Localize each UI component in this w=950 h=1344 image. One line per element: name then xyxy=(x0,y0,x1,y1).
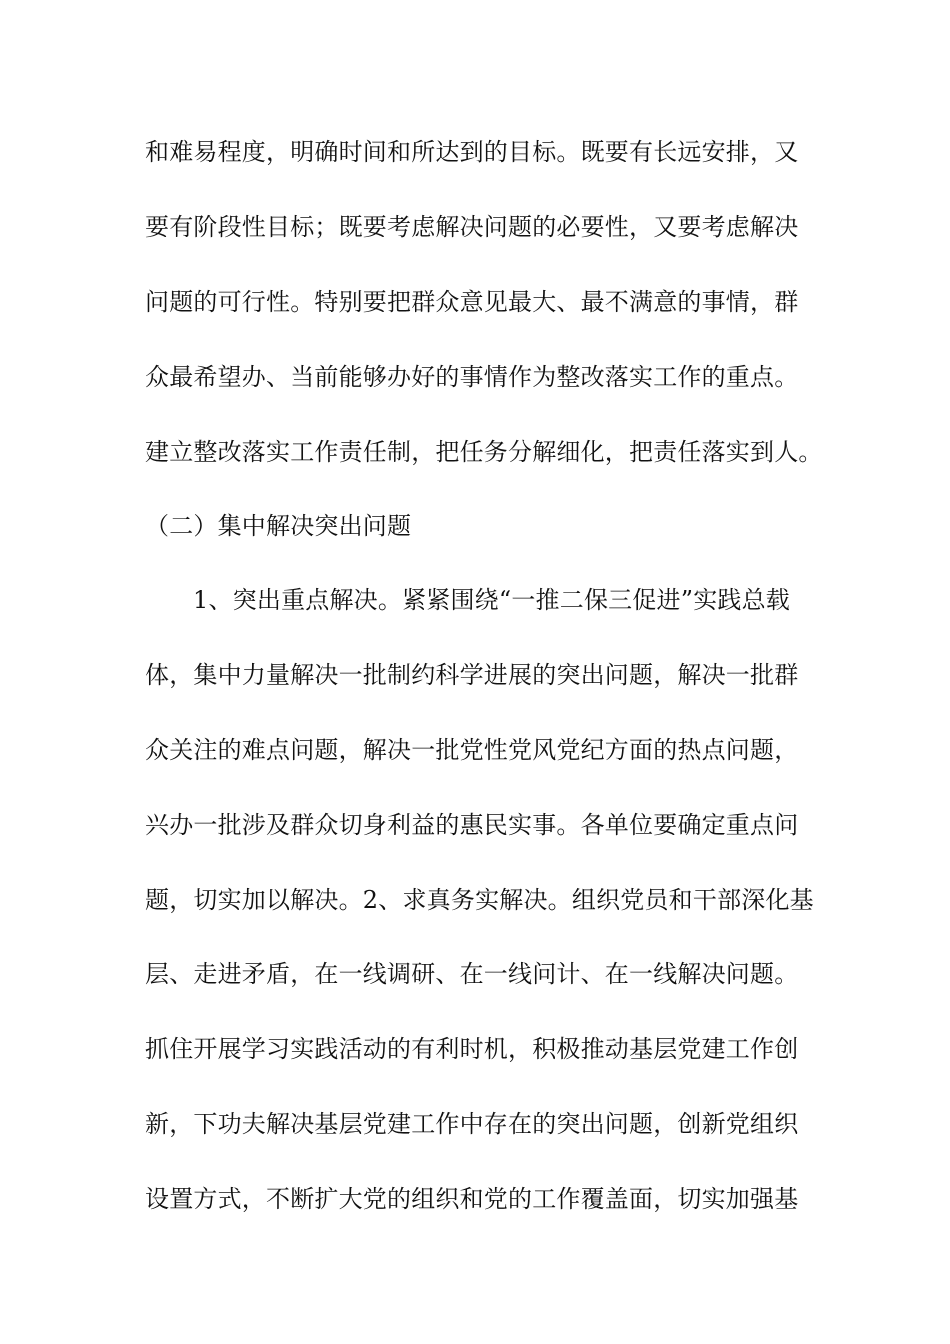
body-text-line: 题，切实加以解决。2、求真务实解决。组织党员和干部深化基 xyxy=(145,886,814,914)
body-text-line: 1、突出重点解决。紧紧围绕“一推二保三促进”实践总载 xyxy=(193,586,791,614)
body-text-line: 设置方式，不断扩大党的组织和党的工作覆盖面，切实加强基 xyxy=(145,1185,799,1213)
body-text-line: 众关注的难点问题，解决一批党性党风党纪方面的热点问题， xyxy=(145,736,799,764)
body-text-line: 抓住开展学习实践活动的有利时机，积极推动基层党建工作创 xyxy=(145,1035,799,1063)
body-text-line: 体，集中力量解决一批制约科学进展的突出问题，解决一批群 xyxy=(145,661,799,689)
body-text-line: 层、走进矛盾，在一线调研、在一线问计、在一线解决问题。 xyxy=(145,960,799,988)
body-text-line: 众最希望办、当前能够办好的事情作为整改落实工作的重点。 xyxy=(145,363,799,391)
body-text-line: 和难易程度，明确时间和所达到的目标。既要有长远安排，又 xyxy=(145,138,799,166)
body-text-line: 问题的可行性。特别要把群众意见最大、最不满意的事情，群 xyxy=(145,288,799,316)
body-text-line: 兴办一批涉及群众切身利益的惠民实事。各单位要确定重点问 xyxy=(145,811,799,839)
body-text-line: 新，下功夫解决基层党建工作中存在的突出问题，创新党组织 xyxy=(145,1110,799,1138)
body-text-line: 要有阶段性目标；既要考虑解决问题的必要性，又要考虑解决 xyxy=(145,213,799,241)
body-text-line: 建立整改落实工作责任制，把任务分解细化，把责任落实到人。 xyxy=(145,438,823,466)
section-heading: （二）集中解决突出问题 xyxy=(145,512,412,540)
